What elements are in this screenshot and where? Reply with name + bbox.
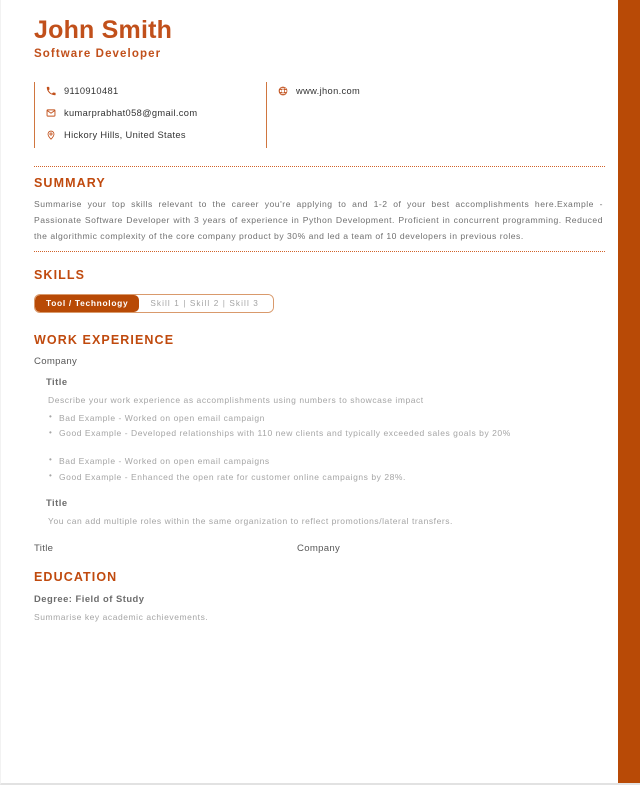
- summary-heading: SUMMARY: [34, 175, 106, 190]
- summary-body: Summarise your top skills relevant to the career you're applying to and 1-2 of your best accomplishments here.Example - Passionate Software Developer with 3 years of experience in Python Development. Proficient in concurrent programming. Reduced the algorithmic complexity of the core company product by 30% and led a team of 10 developers in previous roles.: [34, 198, 603, 241]
- work-role-1-title: Title: [46, 375, 68, 387]
- education-section: [34, 570, 605, 622]
- contact-phone-text: 9110910481: [64, 86, 119, 97]
- contact-website-text: www.jhon.com: [296, 86, 361, 97]
- contact-column-left: [34, 82, 266, 148]
- globe-icon: [278, 86, 293, 96]
- work-role-2-description: You can add multiple roles within the same organization to reflect promotions/lateral transfers.: [48, 516, 453, 527]
- work-footer-company: Company: [297, 542, 341, 554]
- right-accent-bar: [618, 0, 640, 785]
- skill-pill-key: Tool / Technology: [35, 295, 139, 312]
- work-role-1-description: Describe your work experience as accomplishments using numbers to showcase impact: [48, 394, 424, 405]
- contact-column-right: [266, 82, 516, 148]
- work-role-2-title: Title: [46, 497, 68, 509]
- work-role-2: [34, 497, 605, 529]
- contact-item-phone: [46, 82, 266, 101]
- contact-item-location: [46, 126, 266, 145]
- contact-item-email: [46, 104, 266, 123]
- work-role-1-bullets-group-1: [48, 411, 605, 442]
- work-experience-section: [34, 333, 605, 554]
- list-item: • Good Example - Enhanced the open rate for customer online campaigns by 28%.: [48, 470, 605, 486]
- contact-location-text: Hickory Hills, United States: [64, 130, 186, 141]
- work-footer-row: [34, 543, 605, 554]
- bullets-spacer: [34, 442, 605, 454]
- work-company-name: Company: [34, 355, 78, 367]
- skill-pill-value: Skill 1 | Skill 2 | Skill 3: [139, 295, 273, 312]
- work-experience-heading: WORK EXPERIENCE: [34, 332, 175, 347]
- contact-email-text: kumarprabhat058@gmail.com: [64, 108, 198, 119]
- contact-section: [34, 82, 605, 148]
- work-footer-title: Title: [34, 542, 54, 554]
- location-pin-icon: [46, 130, 61, 140]
- phone-icon: [46, 86, 61, 96]
- education-degree: Degree: Field of Study: [34, 592, 145, 604]
- candidate-name: John Smith: [34, 16, 173, 44]
- summary-section: [34, 166, 605, 253]
- list-item: • Good Example - Developed relationships with 110 new clients and typically exceeded sales goals by 20%: [48, 426, 605, 442]
- envelope-icon: [46, 108, 61, 118]
- skills-section: [34, 268, 605, 313]
- resume-header: [34, 16, 605, 60]
- candidate-role: Software Developer: [34, 47, 162, 60]
- resume-content: [1, 0, 619, 622]
- list-item: • Bad Example - Worked on open email campaigns: [48, 454, 605, 470]
- skills-heading: SKILLS: [34, 268, 86, 283]
- skill-pill[interactable]: [34, 294, 274, 313]
- list-item: • Bad Example - Worked on open email campaign: [48, 411, 605, 427]
- contact-item-website[interactable]: [278, 82, 516, 101]
- education-heading: EDUCATION: [34, 569, 118, 584]
- education-description: Summarise key academic achievements.: [34, 611, 209, 622]
- work-role-1-bullets-group-2: [48, 454, 605, 485]
- work-role-1: [34, 376, 605, 485]
